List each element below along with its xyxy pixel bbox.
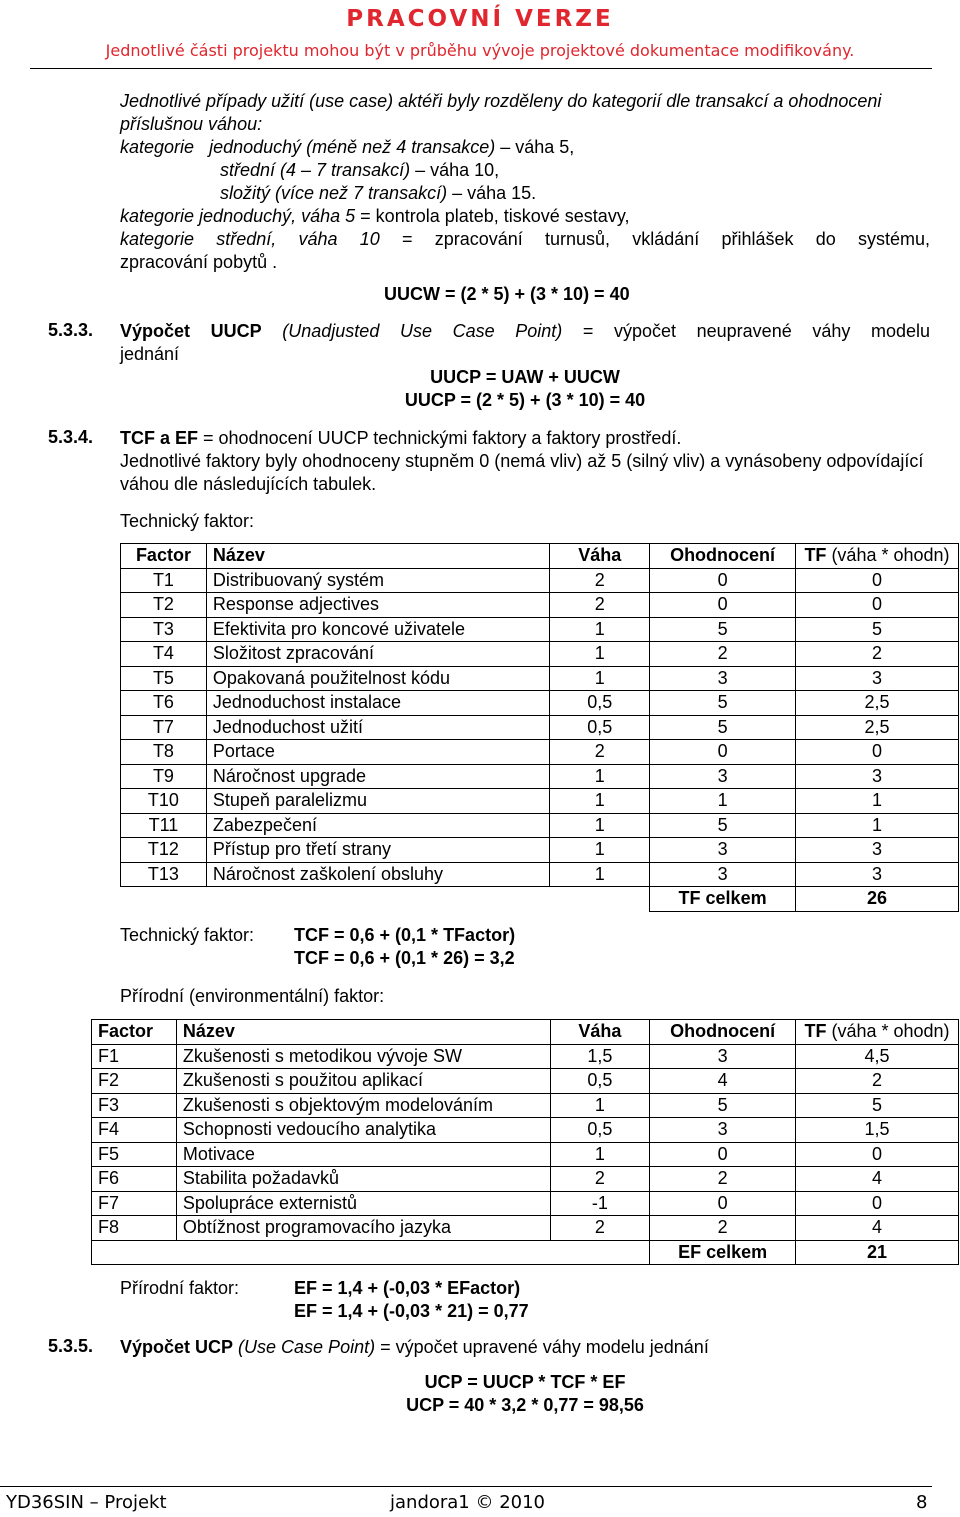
category-simple [120,136,930,159]
draft-subtitle: Jednotlivé části projektu mohou být v průběhu vývoje projektové dokumentace modifikovány. [105,41,855,60]
cell-name: Distribuovaný systém [206,568,550,593]
cell-rating: 2 [650,642,796,667]
cell-tf: 3 [795,838,958,863]
tech-factor-label: Technický faktor: [120,511,255,531]
col-factor: Factor [92,1020,177,1045]
footer-divider [0,1486,932,1487]
table-row [92,1191,959,1216]
env-factor-label: Přírodní (environmentální) faktor: [120,986,385,1006]
col-weight: Váha [550,544,650,569]
cat-medium-text: střední (4 – 7 transakcí) [220,160,411,180]
cell-factor: F3 [92,1093,177,1118]
cell-rating: 5 [650,691,796,716]
s533-title-rest: = výpočet neupravené váhy modelu [562,321,931,341]
cell-factor: F8 [92,1216,177,1241]
s535-title-rest: = výpočet upravené váhy modelu jednání [375,1337,709,1357]
total-value: 21 [796,1240,959,1265]
assign-medium [120,228,930,251]
table-row [121,691,959,716]
cell-weight: 1 [550,764,650,789]
assign-simple [120,205,930,228]
col-rating: Ohodnocení [650,544,796,569]
ef-formula-1: EF = 1,4 + (-0,03 * EFactor) [294,1278,521,1298]
cell-rating: 0 [650,740,796,765]
footer-course: YD36SIN – Projekt [6,1492,167,1513]
cell-rating: 5 [650,813,796,838]
tech-factor-table [120,543,959,912]
cell-factor: T13 [121,862,207,887]
col-tf [796,1020,959,1045]
cell-weight: 0,5 [550,715,650,740]
cell-rating: 2 [650,1167,796,1192]
col-weight: Váha [550,1020,650,1045]
section-534-title [120,427,930,450]
s533-title-bold: Výpočet UUCP [120,321,262,341]
cell-rating: 0 [650,593,796,618]
cell-name: Opakovaná použitelnost kódu [206,666,550,691]
ucp-formula-1: UCP = UUCP * TCF * EF [424,1372,626,1392]
cell-tf: 0 [795,568,958,593]
cell-weight: 1 [550,642,650,667]
cell-rating: 3 [650,1118,796,1143]
cell-tf: 3 [795,862,958,887]
cell-tf: 5 [796,1093,959,1118]
category-medium [120,159,930,182]
table-row [121,740,959,765]
assign-medium-value: = zpracování turnusů, vkládání přihlášek do systému, [379,229,930,249]
col-rating: Ohodnocení [650,1020,796,1045]
cat-prefix: kategorie [120,137,195,157]
cell-factor: T9 [121,764,207,789]
col-tf [795,544,958,569]
total-row [121,887,959,912]
cell-name: Efektivita pro koncové uživatele [206,617,550,642]
col-tf-bold: TF [804,545,827,566]
cell-weight: 1 [550,1142,650,1167]
tcf-formula-1: TCF = 0,6 + (0,1 * TFactor) [294,925,516,945]
category-complex [120,182,930,205]
cell-name: Zkušenosti s objektovým modelováním [176,1093,550,1118]
cell-factor: T2 [121,593,207,618]
cell-weight: 2 [550,1167,650,1192]
cell-tf: 0 [796,1142,959,1167]
table-row [121,642,959,667]
cat-simple-text: jednoduchý (méně než 4 transakce) [209,137,496,157]
ef-formula-2: EF = 1,4 + (-0,03 * 21) = 0,77 [294,1301,529,1321]
cell-factor: T5 [121,666,207,691]
table-row [121,593,959,618]
table-row [92,1216,959,1241]
cell-tf: 2,5 [795,691,958,716]
cell-factor: F2 [92,1069,177,1094]
cell-tf: 1 [795,789,958,814]
cell-rating: 5 [650,617,796,642]
col-tf-bold: TF [804,1021,827,1042]
cell-name: Response adjectives [206,593,550,618]
cell-name: Jednoduchost užití [206,715,550,740]
cat-medium-weight: – váha 10, [410,160,500,180]
table-row [121,838,959,863]
tcf-label: Technický faktor: [120,925,255,945]
table-row [121,764,959,789]
cell-factor: T11 [121,813,207,838]
cell-weight: 1 [550,617,650,642]
s534-title-rest: = ohodnocení UUCP technickými faktory a faktory prostředí. [198,428,682,448]
table-header-row [121,544,959,569]
assign-simple-label: kategorie jednoduchý, váha 5 [120,206,356,226]
section-533-number: 5.3.3. [48,320,94,340]
cell-factor: T10 [121,789,207,814]
cell-weight: 2 [550,1216,650,1241]
table-row [92,1118,959,1143]
cell-name: Zabezpečení [206,813,550,838]
cat-simple-weight: – váha 5, [495,137,575,157]
cell-tf: 2 [795,642,958,667]
cell-tf: 0 [795,740,958,765]
cell-tf: 4 [796,1216,959,1241]
section-534-number: 5.3.4. [48,427,94,447]
uucp-formula-2: UUCP = (2 * 5) + (3 * 10) = 40 [404,390,646,410]
cell-weight: 1 [550,838,650,863]
table-row [121,789,959,814]
cell-rating: 5 [650,1093,796,1118]
cell-name: Zkušenosti s použitou aplikací [176,1069,550,1094]
cell-name: Náročnost zaškolení obsluhy [206,862,550,887]
total-label: TF celkem [650,887,796,912]
cell-rating: 4 [650,1069,796,1094]
cell-name: Portace [206,740,550,765]
cell-name: Zkušenosti s metodikou vývoje SW [176,1044,550,1069]
s533-title-line2: jednání [120,344,180,364]
ucp-formula-2: UCP = 40 * 3,2 * 0,77 = 98,56 [406,1395,644,1415]
draft-title: PRACOVNÍ VERZE [346,6,614,32]
col-name: Název [176,1020,550,1045]
cell-tf: 1,5 [796,1118,959,1143]
cell-weight: 0,5 [550,1069,650,1094]
total-spacer [92,1240,650,1265]
cell-factor: F4 [92,1118,177,1143]
intro-text: Jednotlivé případy užití (use case) aktéři byly rozděleny do kategorií dle transakcí a ohodnoceni příslušnou váhou: [120,91,882,134]
footer-author: jandora1 © 2010 [390,1492,546,1513]
cell-factor: T7 [121,715,207,740]
cell-factor: T8 [121,740,207,765]
env-table-body [92,1044,959,1265]
tcf-formula-2: TCF = 0,6 + (0,1 * 26) = 3,2 [294,948,515,968]
cell-weight: 1 [550,1093,650,1118]
page-number: 8 [916,1492,928,1513]
uucw-formula: UUCW = (2 * 5) + (3 * 10) = 40 [384,284,630,304]
cell-factor: T1 [121,568,207,593]
cell-rating: 3 [650,838,796,863]
cell-weight: 1 [550,666,650,691]
tech-table-body [121,568,959,911]
cell-weight: 1 [550,789,650,814]
cell-tf: 5 [795,617,958,642]
cell-factor: F7 [92,1191,177,1216]
s534-title-bold: TCF a EF [120,428,199,448]
section-535-number: 5.3.5. [48,1336,94,1356]
cell-rating: 2 [650,1216,796,1241]
cell-rating: 3 [650,764,796,789]
cell-name: Jednoduchost instalace [206,691,550,716]
cell-factor: T3 [121,617,207,642]
assign-medium-cont: zpracování pobytů . [120,252,278,272]
s535-title-italic: (Use Case Point) [233,1337,376,1357]
s533-title-italic: (Unadjusted Use Case Point) [261,321,563,341]
intro-paragraph [120,90,930,274]
cat-complex-weight: – váha 15. [447,183,537,203]
table-row [121,617,959,642]
section-534-desc: Jednotlivé faktory byly ohodnoceny stupněm 0 (nemá vliv) až 5 (silný vliv) a vynásobeny odpovídající váhou dle následujících tabulek. [120,451,924,494]
table-row [121,666,959,691]
table-row [92,1044,959,1069]
s535-title-bold: Výpočet UCP [120,1337,234,1357]
cell-tf: 3 [795,764,958,789]
cell-name: Obtížnost programovacího jazyka [176,1216,550,1241]
ef-label: Přírodní faktor: [120,1278,240,1298]
cell-name: Náročnost upgrade [206,764,550,789]
cell-rating: 3 [650,666,796,691]
cell-weight: 1 [550,862,650,887]
total-spacer [121,887,650,912]
cell-rating: 3 [650,1044,796,1069]
header-divider [30,68,932,69]
cell-name: Přístup pro třetí strany [206,838,550,863]
cell-name: Spolupráce externistů [176,1191,550,1216]
col-factor: Factor [121,544,207,569]
cell-weight: 0,5 [550,1118,650,1143]
cell-rating: 0 [650,1142,796,1167]
table-row [121,715,959,740]
cell-weight: 1 [550,813,650,838]
cell-name: Stabilita požadavků [176,1167,550,1192]
cell-name: Motivace [176,1142,550,1167]
cell-rating: 0 [650,1191,796,1216]
cell-factor: F5 [92,1142,177,1167]
section-535-title [120,1336,930,1359]
cat-complex-text: složitý (více než 7 transakcí) [220,183,448,203]
cell-weight: 0,5 [550,691,650,716]
total-value: 26 [795,887,958,912]
cell-rating: 3 [650,862,796,887]
cell-rating: 0 [650,568,796,593]
cell-factor: F6 [92,1167,177,1192]
cell-factor: F1 [92,1044,177,1069]
env-factor-table [91,1019,959,1265]
cell-tf: 0 [796,1191,959,1216]
col-name: Název [206,544,550,569]
assign-simple-value: = kontrola plateb, tiskové sestavy, [355,206,630,226]
cell-tf: 0 [795,593,958,618]
cell-factor: T4 [121,642,207,667]
cell-weight: -1 [550,1191,650,1216]
total-row [92,1240,959,1265]
table-row [121,862,959,887]
uucp-formula-1: UUCP = UAW + UUCW [430,367,620,387]
col-tf-rest: (váha * ohodn) [826,545,950,566]
table-row [92,1142,959,1167]
col-tf-rest: (váha * ohodn) [826,1021,950,1042]
cell-weight: 1,5 [550,1044,650,1069]
table-row [92,1093,959,1118]
cell-rating: 1 [650,789,796,814]
total-label: EF celkem [650,1240,796,1265]
cell-tf: 3 [795,666,958,691]
table-row [92,1167,959,1192]
section-533-title [120,320,930,366]
assign-medium-label: kategorie střední, váha 10 [120,229,380,249]
cell-tf: 1 [795,813,958,838]
cell-name: Schopnosti vedoucího analytika [176,1118,550,1143]
cell-name: Složitost zpracování [206,642,550,667]
cell-factor: T12 [121,838,207,863]
table-row [121,813,959,838]
cell-tf: 2,5 [795,715,958,740]
cell-tf: 4,5 [796,1044,959,1069]
cell-weight: 2 [550,740,650,765]
cell-tf: 4 [796,1167,959,1192]
table-row [121,568,959,593]
cell-weight: 2 [550,568,650,593]
table-row [92,1069,959,1094]
cell-weight: 2 [550,593,650,618]
cell-factor: T6 [121,691,207,716]
cell-name: Stupeň paralelizmu [206,789,550,814]
cell-rating: 5 [650,715,796,740]
table-header-row [92,1020,959,1045]
cell-tf: 2 [796,1069,959,1094]
